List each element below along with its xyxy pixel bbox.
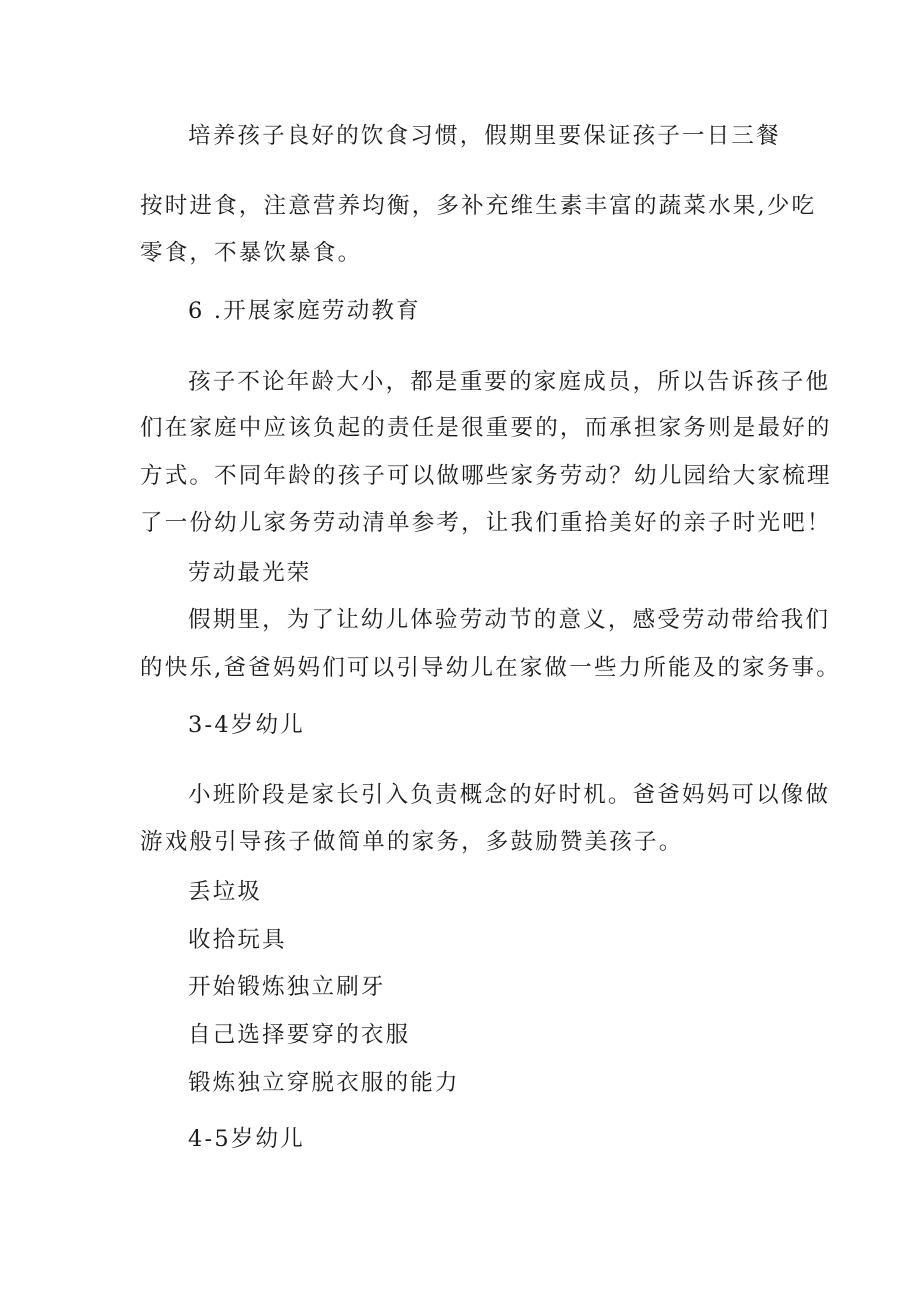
paragraph-holiday-line-1: 假期里，为了让幼儿体验劳动节的意义，感受劳动带给我们 xyxy=(188,607,831,633)
age-group-heading: 3-4岁幼儿 xyxy=(188,712,305,738)
task-item: 丢垃圾 xyxy=(188,879,263,905)
paragraph-diet-line-1: 培养孩子良好的饮食习惯，假期里要保证孩子一日三餐 xyxy=(188,123,781,149)
task-item: 收拾玩具 xyxy=(188,927,287,953)
task-item: 开始锻炼独立刷牙 xyxy=(188,974,386,1000)
paragraph-intro-line-4: 了一份幼儿家务劳动清单参考，让我们重拾美好的亲子时光吧！ xyxy=(140,510,832,536)
paragraph-holiday-line-2: 的快乐,爸爸妈妈们可以引导幼儿在家做一些力所能及的家务事。 xyxy=(140,655,841,681)
task-item: 锻炼独立穿脱衣服的能力 xyxy=(188,1070,460,1096)
task-item: 自己选择要穿的衣服 xyxy=(188,1022,411,1048)
paragraph-intro-line-3: 方式。不同年龄的孩子可以做哪些家务劳动？幼儿园给大家梳理 xyxy=(140,463,832,489)
age-group-desc-line-2: 游戏般引导孩子做简单的家务，多鼓励赞美孩子。 xyxy=(140,829,684,855)
subheading-labor: 劳动最光荣 xyxy=(188,560,312,586)
paragraph-diet-line-2: 按时进食，注意营养均衡，多补充维生素丰富的蔬菜水果,少吃 xyxy=(140,193,817,219)
age-group-desc-line-1: 小班阶段是家长引入负责概念的好时机。爸爸妈妈可以像做 xyxy=(188,782,831,808)
age-group-heading: 4-5岁幼儿 xyxy=(188,1126,305,1152)
section-heading: 6 .开展家庭劳动教育 xyxy=(188,298,421,324)
paragraph-intro-line-1: 孩子不论年龄大小，都是重要的家庭成员，所以告诉孩子他 xyxy=(188,369,831,395)
paragraph-intro-line-2: 们在家庭中应该负起的责任是很重要的，而承担家务则是最好的 xyxy=(140,415,832,441)
paragraph-diet-line-3: 零食，不暴饮暴食。 xyxy=(140,240,363,266)
